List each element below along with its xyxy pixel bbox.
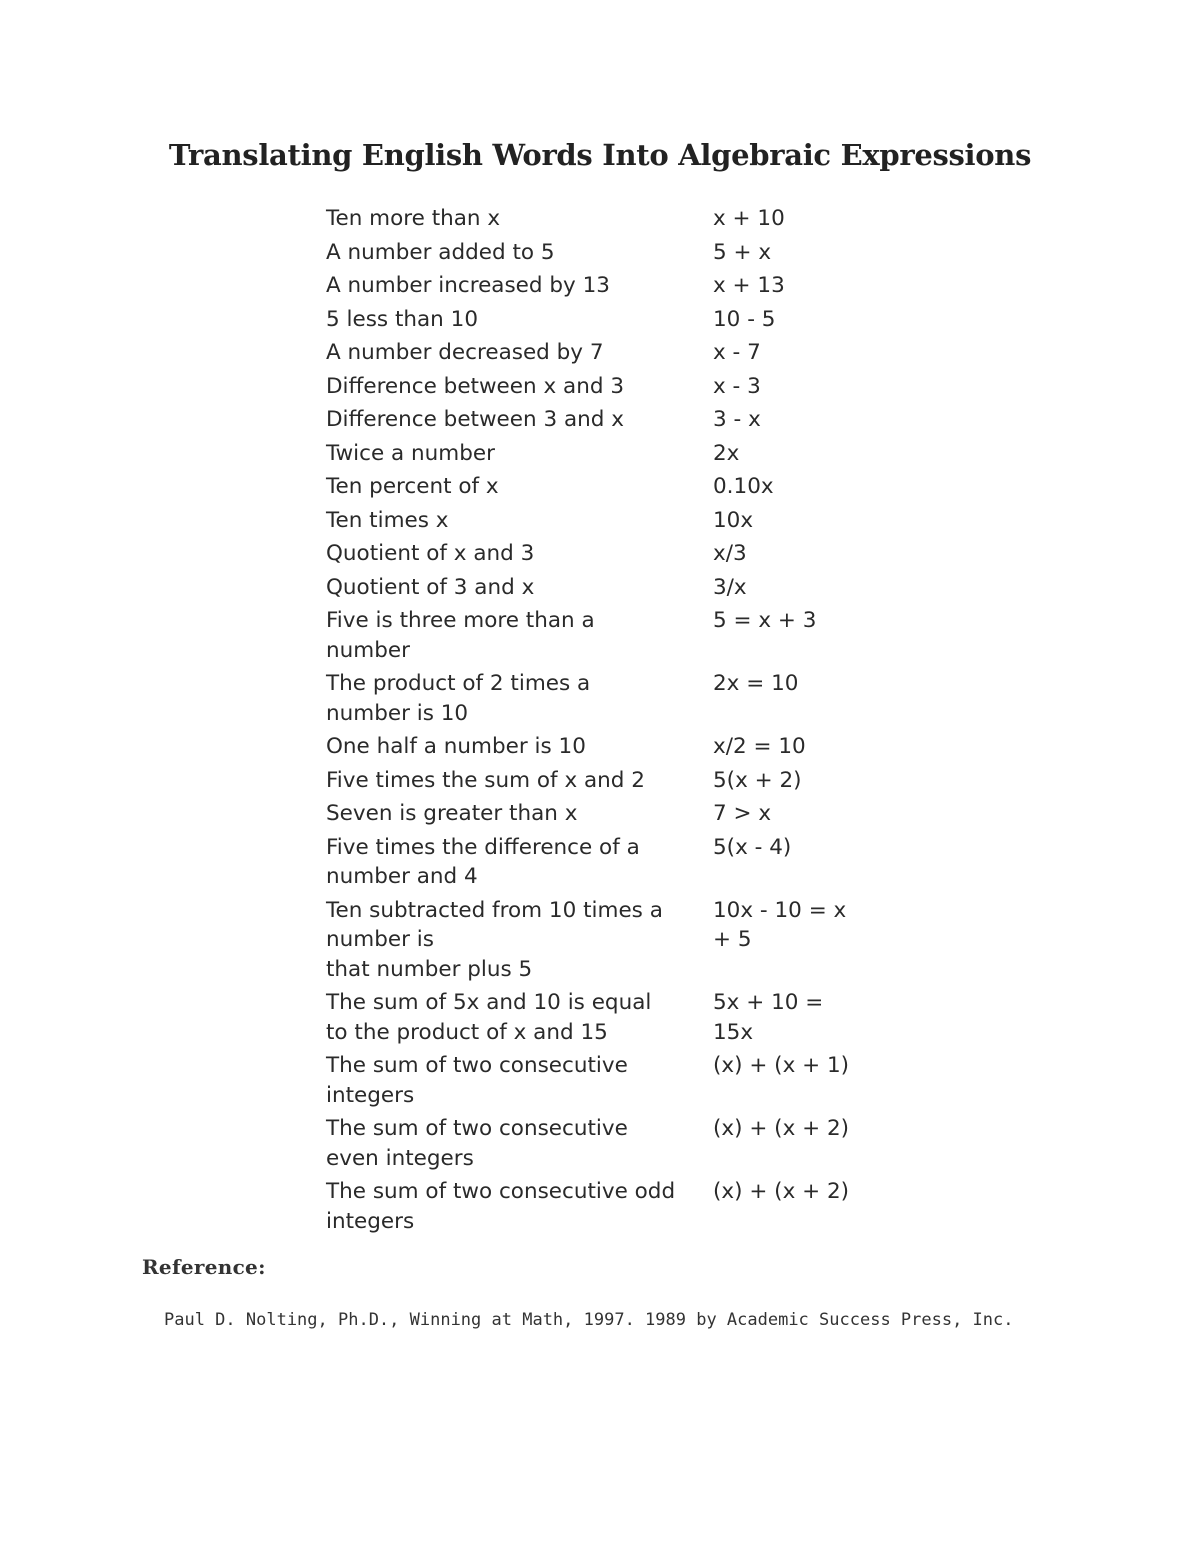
table-row <box>326 732 926 762</box>
table-row <box>326 372 926 402</box>
table-row <box>326 606 926 665</box>
table-row <box>326 204 926 234</box>
algebraic-expression: 5 + x <box>713 239 772 265</box>
page-title: Translating English Words Into Algebraic Expressions <box>168 138 1032 172</box>
table-row <box>326 271 926 301</box>
table-row <box>326 766 926 796</box>
table-row <box>326 338 926 368</box>
table-row <box>326 506 926 536</box>
algebraic-expression: 10x <box>713 507 754 533</box>
table-row <box>326 1114 926 1173</box>
table-row <box>326 799 926 829</box>
table-row <box>326 1177 926 1236</box>
algebraic-expression: x + 13 <box>713 273 785 298</box>
table-row <box>326 896 926 985</box>
algebraic-expression: 10x - 10 = x + 5 <box>713 897 847 952</box>
english-phrase: The product of 2 times a number is 10 <box>326 671 591 726</box>
english-phrase: Five times the sum of x and 2 <box>326 767 645 793</box>
algebraic-expression: 7 > x <box>713 801 772 826</box>
algebraic-expression: 5 = x + 3 <box>713 608 817 633</box>
english-phrase: Difference between 3 and x <box>326 407 624 432</box>
english-phrase: The sum of 5x and 10 is equal to the product of x and 15 <box>326 990 652 1045</box>
table-row <box>326 472 926 502</box>
english-phrase: A number added to 5 <box>326 239 555 265</box>
english-phrase: The sum of two consecutive odd integers <box>326 1179 676 1234</box>
english-phrase: The sum of two consecutive even integers <box>326 1116 628 1171</box>
english-phrase: Seven is greater than x <box>326 801 578 826</box>
algebraic-expression: 3 - x <box>713 407 761 432</box>
algebraic-expression: (x) + (x + 2) <box>713 1179 850 1204</box>
english-phrase: Five times the difference of a number and 4 <box>326 834 640 889</box>
english-phrase: Five is three more than a number <box>326 608 595 663</box>
english-phrase: Difference between x and 3 <box>326 373 624 399</box>
english-phrase: Ten more than x <box>326 206 501 231</box>
english-phrase: Ten percent of x <box>326 474 499 499</box>
table-row <box>326 833 926 892</box>
table-row <box>326 439 926 469</box>
algebraic-expression: 2x <box>713 440 740 466</box>
algebraic-expression: 0.10x <box>713 474 774 499</box>
algebraic-expression: x + 10 <box>713 206 785 231</box>
table-row <box>326 539 926 569</box>
table-row <box>326 573 926 603</box>
algebraic-expression: x/3 <box>713 541 747 566</box>
english-phrase: Ten times x <box>326 507 449 533</box>
algebraic-expression: 2x = 10 <box>713 671 799 696</box>
table-row <box>326 305 926 335</box>
english-phrase: Quotient of x and 3 <box>326 541 535 566</box>
table-row <box>326 405 926 435</box>
english-phrase: Twice a number <box>326 440 495 466</box>
table-row <box>326 1051 926 1110</box>
english-phrase: The sum of two consecutive integers <box>326 1053 628 1108</box>
english-phrase: Quotient of 3 and x <box>326 574 535 600</box>
algebraic-expression: x - 3 <box>713 373 761 399</box>
reference-citation: Paul D. Nolting, Ph.D., Winning at Math, 1997. 1989 by Academic Success Press, Inc. <box>164 1310 1014 1330</box>
algebraic-expression: 10 - 5 <box>713 306 776 332</box>
algebraic-expression: 5(x + 2) <box>713 767 802 793</box>
algebraic-expression: x/2 = 10 <box>713 734 806 759</box>
algebraic-expression: (x) + (x + 1) <box>713 1053 850 1078</box>
algebraic-expression: (x) + (x + 2) <box>713 1116 850 1141</box>
english-phrase: A number decreased by 7 <box>326 340 604 365</box>
english-phrase: One half a number is 10 <box>326 734 586 759</box>
table-row <box>326 238 926 268</box>
algebraic-expression: 5x + 10 = 15x <box>713 990 824 1045</box>
algebraic-expression: x - 7 <box>713 340 761 365</box>
english-phrase: Ten subtracted from 10 times a number is that number plus 5 <box>326 897 663 982</box>
table-row <box>326 988 926 1047</box>
algebraic-expression: 5(x - 4) <box>713 834 792 860</box>
algebraic-expression: 3/x <box>713 574 747 600</box>
english-phrase: 5 less than 10 <box>326 306 479 332</box>
translation-table <box>326 204 926 1240</box>
reference-label: Reference: <box>142 1255 266 1279</box>
table-row <box>326 669 926 728</box>
english-phrase: A number increased by 13 <box>326 273 610 298</box>
